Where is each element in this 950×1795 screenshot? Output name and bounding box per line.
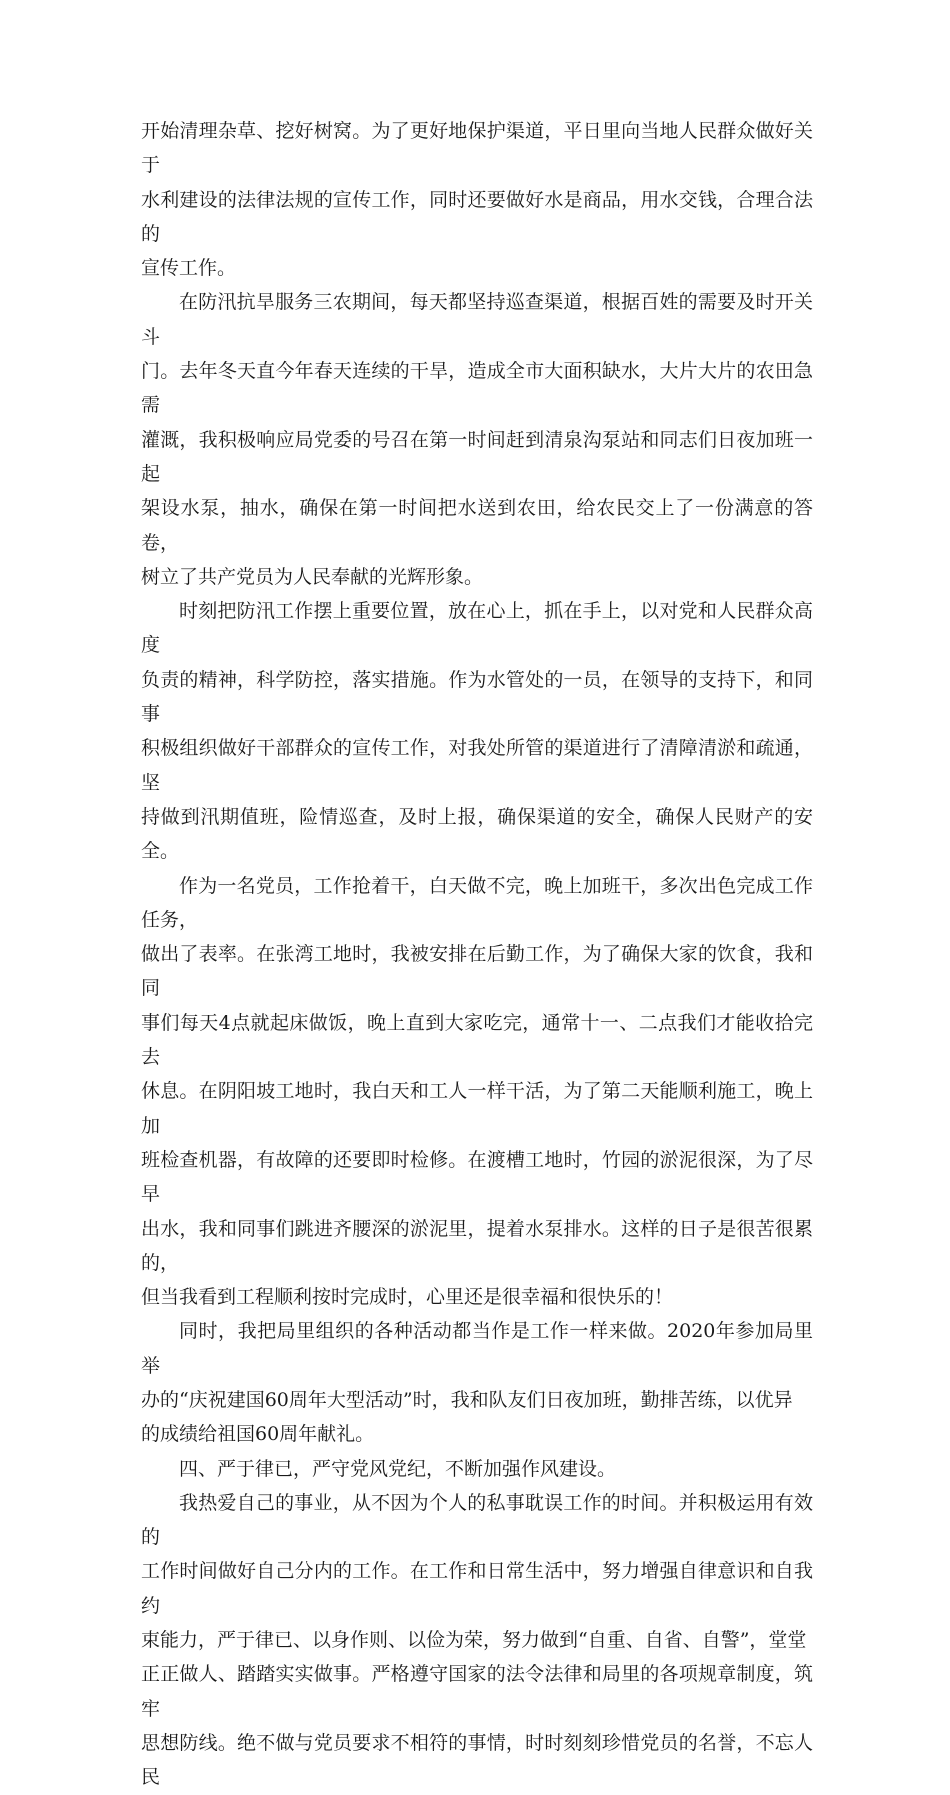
paragraph-1: 开始清理杂草、挖好树窝。为了更好地保护渠道，平日里向当地人民群众做好关于 水利建设的法律法规的宣传工作，同时还要做好水是商品，用水交钱，合理合法的 宣传工作。 bbox=[141, 120, 813, 280]
paragraph-4: 作为一名党员，工作抢着干，白天做不完，晚上加班干，多次出色完成工作任务， 做出了表率。在张湾工地时，我被安排在后勤工作，为了确保大家的饮食，我和同 事们每天4点就起床做饭，晚上直到大家吃完，通常十一、二点我们才能收拾完去 休息。在阴阳坡工地时，我白天和工人一样干活，为了第二天能顺利施工，晚上加 班检查机器，有故障的还要即时检修。在渡槽工地时，竹园的淤泥很深，为了尽早 出水，我和同事们跳进齐腰深的淤泥里，提着水泵排水。这样的日子是很苦很累的， 但当我看到工程顺利按时完成时，心里还是很幸福和很快乐的！ bbox=[141, 874, 813, 1309]
document-page bbox=[141, 114, 813, 1795]
paragraph-5: 同时，我把局里组织的各种活动都当作是工作一样来做。2020年参加局里举 办的“庆祝建国60周年大型活动”时，我和队友们日夜加班，勤排苦练，以优异 的成绩给祖国60周年献礼。 bbox=[141, 1320, 813, 1446]
paragraph-2: 在防汛抗旱服务三农期间，每天都坚持巡查渠道，根据百姓的需要及时开关斗 门。去年冬天直今年春天连续的干旱，造成全市大面积缺水，大片大片的农田急需 灌溉，我积极响应局党委的号召在第一时间赶到清泉沟泵站和同志们日夜加班一起 架设水泵，抽水，确保在第一时间把水送到农田，给农民交上了一份满意的答卷， 树立了共产党员为人民奉献的光辉形象。 bbox=[141, 291, 813, 588]
paragraph-3: 时刻把防汛工作摆上重要位置，放在心上，抓在手上，以对党和人民群众高度 负责的精神，科学防控，落实措施。作为水管处的一员，在领导的支持下，和同事 积极组织做好干部群众的宣传工作，对我处所管的渠道进行了清障清淤和疏通，坚 持做到汛期值班，险情巡查，及时上报，确保渠道的安全，确保人民财产的安全。 bbox=[141, 600, 813, 863]
paragraph-6: 我热爱自己的事业，从不因为个人的私事耽误工作的时间。并积极运用有效的 工作时间做好自己分内的工作。在工作和日常生活中，努力增强自律意识和自我约 束能力，严于律已、以身作则、以俭为荣，努力做到“自重、自省、自警”，堂堂 正正做人、踏踏实实做事。严格遵守国家的法令法律和局里的各项规章制度，筑牢 思想防线。绝不做与党员要求不相符的事情，时时刻刻珍惜党员的名誉，不忘人民 bbox=[141, 1491, 813, 1789]
section-heading-four: 四、严于律已，严守党风党纪，不断加强作风建设。 bbox=[179, 1457, 617, 1480]
